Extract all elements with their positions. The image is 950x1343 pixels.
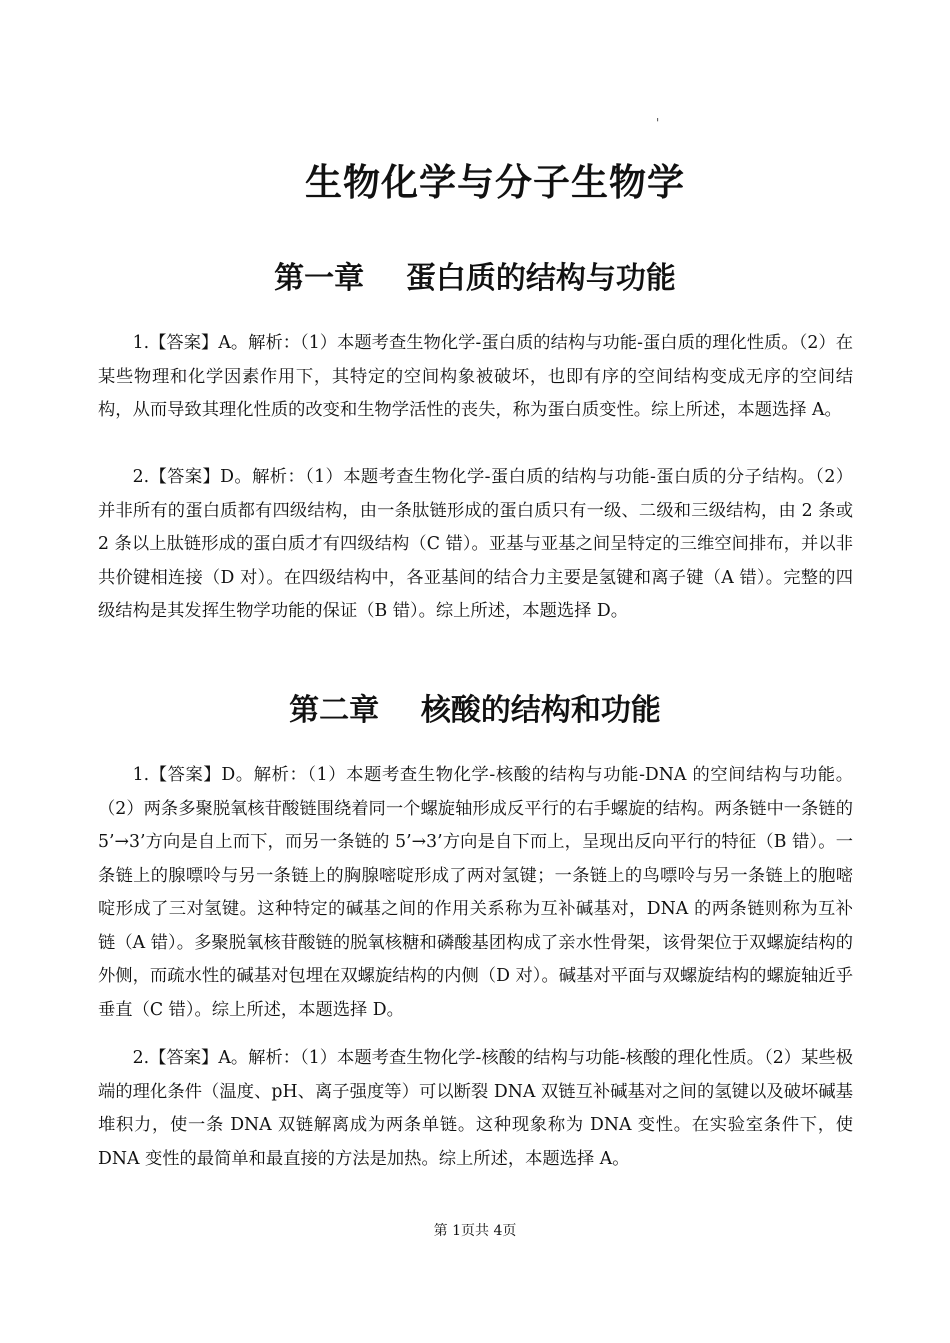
chapter-2-answer-2: 2.【答案】A。解析：（1）本题考查生物化学-核酸的结构与功能-核酸的理化性质。（2）某些极端的理化条件（温度、pH、离子强度等）可以断裂 DNA 双链互补碱基对之间的氢键以及破坏碱基堆积力，使一条 DNA 双链解离成为两条单链。这种现象称为 DNA 变性。在实验室条件下，使 DNA 变性的最简单和最直接的方法是加热。综上所述，本题选择 A。	[98, 1048, 853, 1169]
scan-mark: '	[656, 116, 660, 130]
chapter-1-answer-2: 2.【答案】D。解析：（1）本题考查生物化学-蛋白质的结构与功能-蛋白质的分子结构。（2）并非所有的蛋白质都有四级结构，由一条肽链形成的蛋白质只有一级、二级和三级结构，由 2 条或 2 条以上肽链形成的蛋白质才有四级结构（C 错）。亚基与亚基之间呈特定的三维空间排布，并以非共价键相连接（D 对）。在四级结构中，各亚基间的结合力主要是氢键和离子键（A 错）。完整的四级结构是其发挥生物学功能的保证（B 错）。综上所述，本题选择 D。	[98, 467, 853, 621]
document-title: 生物化学与分子生物学	[305, 161, 685, 204]
chapter-2-heading: 第二章 核酸的结构和功能	[289, 693, 661, 728]
chapter-1-heading: 第一章 蛋白质的结构与功能	[274, 261, 676, 296]
chapter-2-answer-1: 1.【答案】D。解析：（1）本题考查生物化学-核酸的结构与功能-DNA 的空间结构与功能。（2）两条多聚脱氧核苷酸链围绕着同一个螺旋轴形成反平行的右手螺旋的结构。两条链中一条链的 5’→3’方向是自上而下，而另一条链的 5’→3’方向是自下而上，呈现出反向平行的特征（B 错）。一条链上的腺嘌呤与另一条链上的胸腺嘧啶形成了两对氢键；一条链上的鸟嘌呤与另一条链上的胞嘧啶形成了三对氢键。这种特定的碱基之间的作用关系称为互补碱基对，DNA 的两条链则称为互补链（A 错）。多聚脱氧核苷酸链的脱氧核糖和磷酸基团构成了亲水性骨架，该骨架位于双螺旋结构的外侧，而疏水性的碱基对包埋在双螺旋结构的内侧（D 对）。碱基对平面与双螺旋结构的螺旋轴近乎垂直（C 错）。综上所述，本题选择 D。	[98, 765, 853, 1020]
chapter-1-answer-1: 1.【答案】A。解析：（1）本题考查生物化学-蛋白质的结构与功能-蛋白质的理化性质。（2）在某些物理和化学因素作用下，其特定的空间构象被破坏，也即有序的空间结构变成无序的空间结构，从而导致其理化性质的改变和生物学活性的丧失，称为蛋白质变性。综上所述，本题选择 A。	[98, 333, 853, 420]
page-footer: 第 1页共 4页	[433, 1223, 517, 1239]
